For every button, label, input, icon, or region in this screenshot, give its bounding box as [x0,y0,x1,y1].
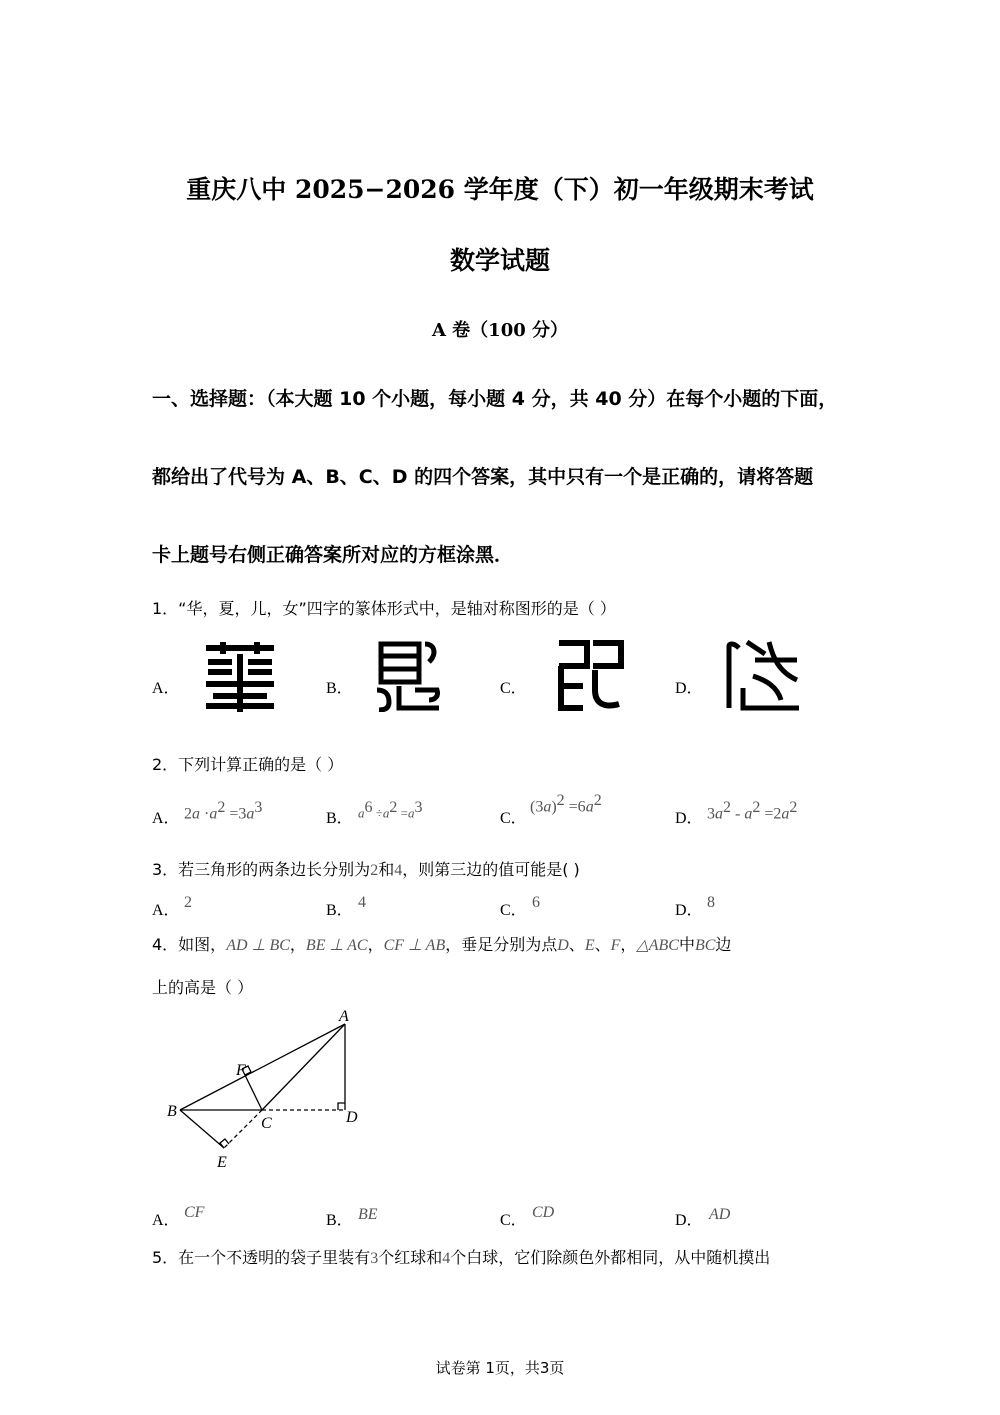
q1-option-a-label: A． [152,680,180,697]
question-4-stem-line1: 4．如图，AD ⊥ BC，BE ⊥ AC，CF ⊥ AB，垂足分别为点D、E、F，△ABC中BC边 [152,935,732,954]
q2-option-d-label: D． [675,810,703,827]
section-instructions-line2: 都给出了代号为 A、B、C、D 的四个答案，其中只有一个是正确的，请将答题 [152,466,814,488]
q4-option-a-value: CF [184,1204,205,1221]
q3-option-d-label: D． [675,902,703,919]
question-4-stem-line2: 上的高是（ ） [152,978,254,997]
triangle-figure [160,1005,370,1175]
q2-option-b-label: B． [326,810,353,827]
q4-option-b-value: BE [358,1206,378,1223]
page-footer: 试卷第 1页，共3页 [435,1359,565,1377]
label-point-d: D [346,1109,358,1126]
question-2-stem: 2．下列计算正确的是（ ） [152,755,344,774]
q2-option-d-expression: $3a^2 - a^2 =2a^2$ [707,799,798,823]
label-point-b: B [167,1103,177,1120]
section-instructions-line3: 卡上题号右侧正确答案所对应的方框涂黑． [152,544,514,566]
q4-option-c-value: CD [532,1204,555,1221]
q3-option-a-value: 2 [184,894,192,911]
q3-option-a-label: A． [152,902,180,919]
q2-option-b-expression: $a^6 \div a^2 =a^3$ [358,799,423,821]
seal-hua-icon [203,640,277,712]
label-point-c: C [261,1115,272,1132]
question-3-stem: 3．若三角形的两条边长分别为2和4，则第三边的值可能是( ) [152,860,580,879]
label-point-f: F [236,1062,246,1079]
paper-label: A 卷（100 分） [431,320,569,341]
q1-option-b-label: B． [326,680,353,697]
q1-option-d-label: D． [675,680,703,697]
q3-option-b-value: 4 [358,894,366,911]
question-5-stem: 5．在一个不透明的袋子里装有3个红球和4个白球，它们除颜色外都相同，从中随机摸出 [152,1248,771,1267]
q4-option-d-label: D． [675,1212,703,1229]
q3-option-c-value: 6 [532,894,540,911]
seal-xia-icon [375,640,445,712]
q4-option-d-value: AD [709,1206,731,1223]
label-point-a: A [339,1008,349,1025]
q3-option-c-label: C． [500,902,527,919]
seal-er-icon [553,640,627,712]
section-instructions-line1: 一、选择题：（本大题 10 个小题，每小题 4 分，共 40 分）在每个小题的下面， [152,388,838,410]
q2-option-a-label: A． [152,810,180,827]
q2-option-c-expression: $(3a)^2 =6a^2$ [530,792,602,816]
q4-option-b-label: B． [326,1212,353,1229]
q2-option-a-expression: $2a \cdot a^2 =3a^3$ [184,799,263,823]
q2-option-c-label: C． [500,810,527,827]
q1-option-c-label: C． [500,680,527,697]
exam-subtitle: 数学试题 [449,246,550,275]
question-1-stem: 1．“华，夏，儿，女”四字的篆体形式中，是轴对称图形的是（ ） [152,599,616,618]
q4-option-c-label: C． [500,1212,527,1229]
seal-nv-icon [725,640,801,712]
exam-title: 重庆八中 2025−2026 学年度（下）初一年级期末考试 [186,175,814,204]
q3-option-b-label: B． [326,902,353,919]
q4-option-a-label: A． [152,1212,180,1229]
label-point-e: E [217,1154,227,1171]
q3-option-d-value: 8 [707,894,715,911]
